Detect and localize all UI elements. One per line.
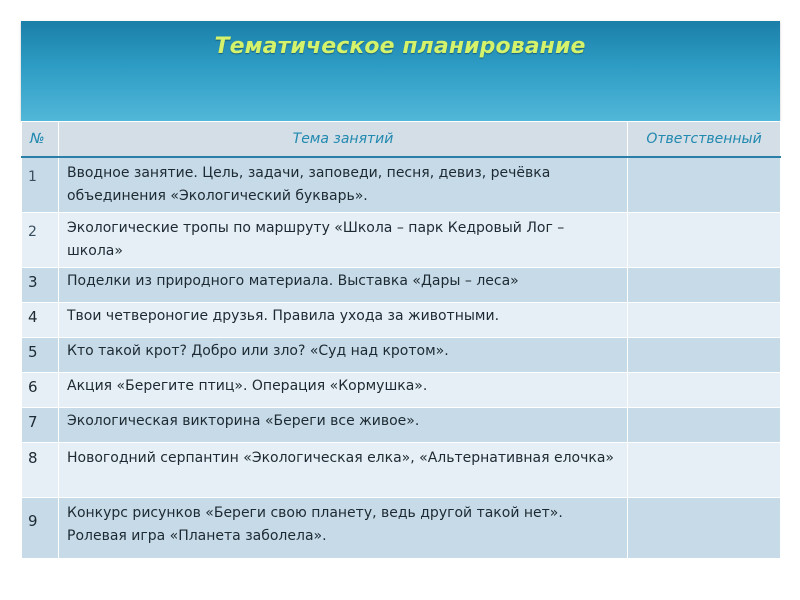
row-number: 7 [22, 408, 59, 443]
row-number: 6 [22, 373, 59, 408]
row-responsible [628, 303, 781, 338]
row-number: 9 [22, 498, 59, 559]
row-topic: Экологические тропы по маршруту «Школа – парк Кедровый Лог – школа» [59, 213, 628, 268]
row-responsible [628, 498, 781, 559]
row-number: 2 [22, 213, 59, 268]
planning-table [21, 121, 781, 559]
row-responsible [628, 408, 781, 443]
table-row [22, 213, 781, 268]
row-responsible [628, 157, 781, 213]
row-topic: Вводное занятие. Цель, задачи, заповеди, песня, девиз, речёвка объединения «Экологический букварь». [59, 157, 628, 213]
slide-title: Тематическое планирование [214, 34, 586, 59]
row-topic: Новогодний серпантин «Экологическая елка», «Альтернативная елочка» [59, 443, 628, 498]
column-header-topic: Тема занятий [59, 122, 628, 158]
row-topic: Поделки из природного материала. Выставка «Дары – леса» [59, 268, 628, 303]
row-number: 1 [22, 157, 59, 213]
row-topic: Акция «Берегите птиц». Операция «Кормушка». [59, 373, 628, 408]
row-topic: Конкурс рисунков «Береги свою планету, ведь другой такой нет». Ролевая игра «Планета заболела». [59, 498, 628, 559]
table-row [22, 443, 781, 498]
table-row [22, 373, 781, 408]
row-responsible [628, 443, 781, 498]
row-topic: Экологическая викторина «Береги все живое». [59, 408, 628, 443]
planning-table-container [21, 121, 780, 559]
row-responsible [628, 213, 781, 268]
row-topic: Кто такой крот? Добро или зло? «Суд над кротом». [59, 338, 628, 373]
row-number: 8 [22, 443, 59, 498]
column-header-responsible: Ответственный [628, 122, 781, 158]
row-number: 3 [22, 268, 59, 303]
row-responsible [628, 373, 781, 408]
table-row [22, 498, 781, 559]
row-topic: Твои четвероногие друзья. Правила ухода за животными. [59, 303, 628, 338]
table-row [22, 303, 781, 338]
row-number: 4 [22, 303, 59, 338]
column-header-number: № [22, 122, 59, 158]
table-header-row [22, 122, 781, 158]
row-responsible [628, 268, 781, 303]
table-row [22, 157, 781, 213]
table-row [22, 268, 781, 303]
row-responsible [628, 338, 781, 373]
table-row [22, 408, 781, 443]
table-row [22, 338, 781, 373]
row-number: 5 [22, 338, 59, 373]
